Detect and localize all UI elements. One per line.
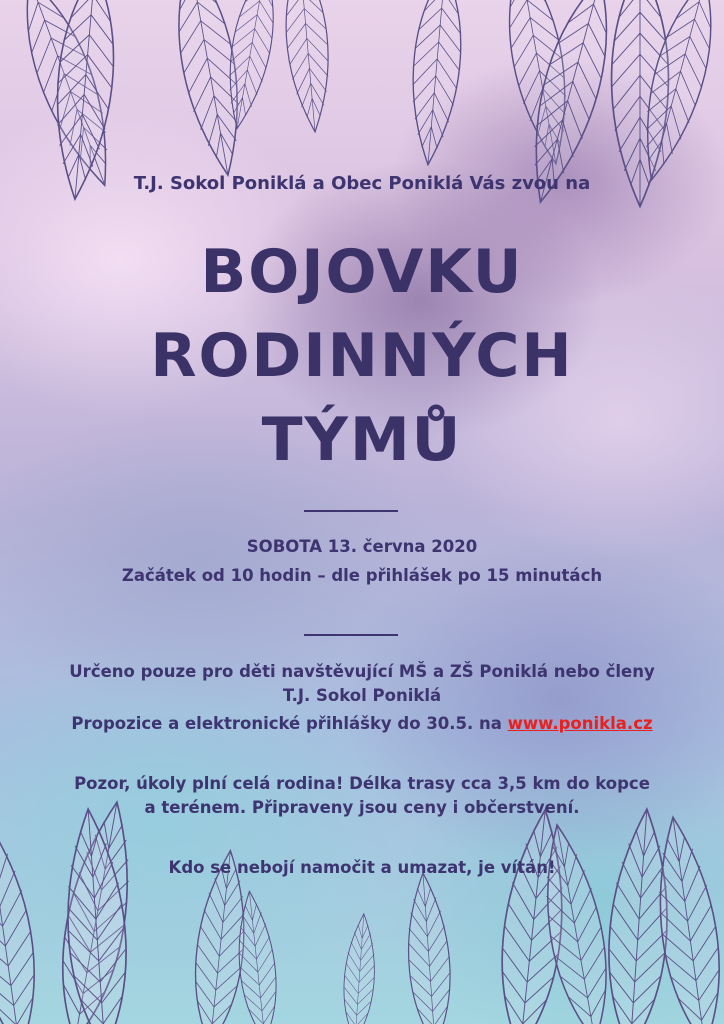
website-link[interactable]: www.ponikla.cz [507,714,653,733]
welcome-line: Kdo se nebojí namočit a umazat, je vítán! [168,858,556,877]
warning-line-2: a terénem. Připraveny jsou ceny i občerstvení. [144,798,580,817]
warning-note [0,772,724,820]
registration-note [0,714,724,733]
event-date: SOBOTA 13. června 2020 [246,537,478,556]
event-title [0,230,724,482]
divider-2 [304,634,398,636]
title-line-1: BOJOVKU [200,237,524,307]
divider-1 [304,510,398,512]
event-start: Začátek od 10 hodin – dle přihlášek po 15 minutách [121,566,603,585]
warning-line-1: Pozor, úkoly plní celá rodina! Délka trasy cca 3,5 km do kopce [74,774,650,793]
registration-text: Propozice a elektronické přihlášky do 30.5. na [71,714,508,733]
eligibility-line-2: T.J. Sokol Poniklá [282,686,442,705]
eligibility-note [0,660,724,708]
title-line-3: TÝMŮ [261,405,463,475]
eligibility-line-1: Určeno pouze pro děti navštěvující MŠ a ZŠ Poniklá nebo členy [69,662,655,681]
invite-line: T.J. Sokol Poniklá a Obec Poniklá Vás zvou na [133,173,591,194]
title-line-2: RODINNÝCH [150,321,574,391]
